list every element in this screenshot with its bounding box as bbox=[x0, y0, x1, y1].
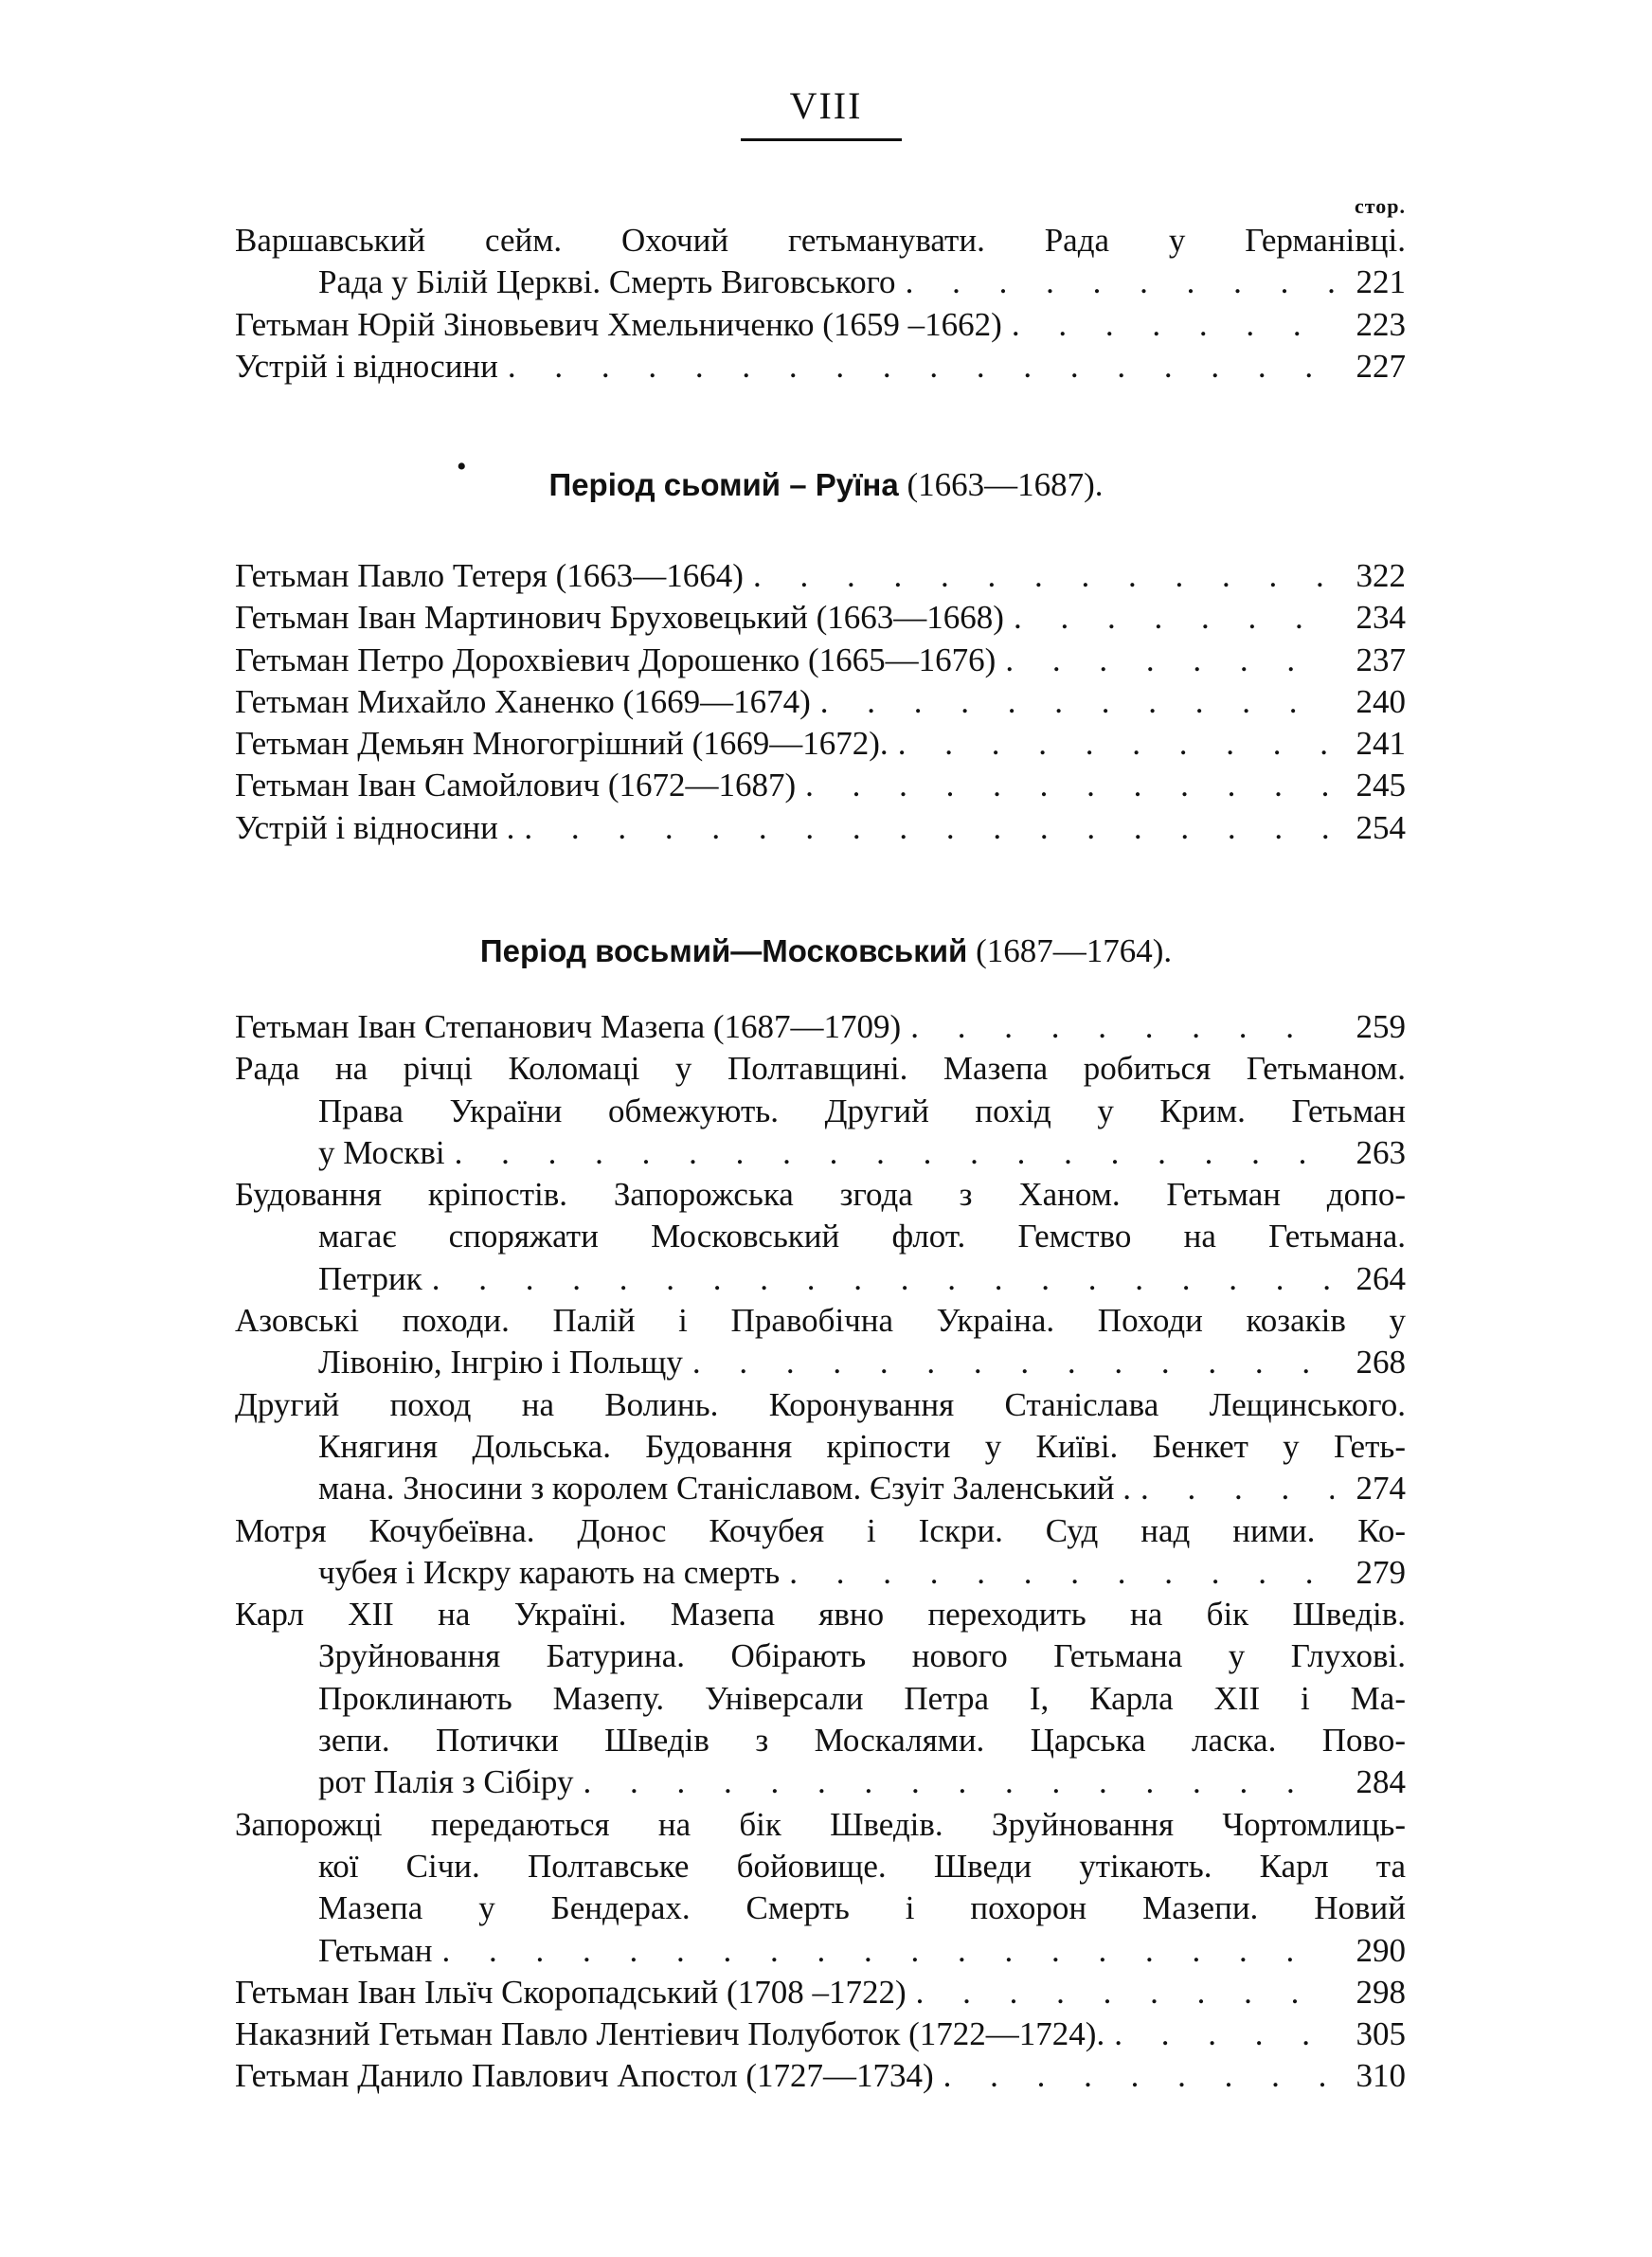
toc-page-number: 279 bbox=[1356, 1553, 1406, 1591]
toc-page-number: 290 bbox=[1356, 1931, 1406, 1969]
toc-entry-last-line bbox=[235, 597, 1406, 639]
toc-entry-title: Гетьман Іван Мартинович Бруховецький (1663—1668) bbox=[235, 599, 1004, 637]
dot-leader bbox=[889, 723, 1334, 765]
toc-entry-line: Варшавський сейм. Охочий гетьманувати. Рада у Германівці. bbox=[235, 222, 1406, 259]
toc-page-number: 234 bbox=[1356, 599, 1406, 637]
dot-leader bbox=[934, 2055, 1334, 2097]
toc-entry-line: Зруйновання Батурина. Обірають нового Гетьмана у Глухові. bbox=[318, 1637, 1406, 1675]
toc-entry-title: Устрій і відносини bbox=[235, 347, 498, 385]
toc-entry-last-line bbox=[235, 1132, 1406, 1174]
toc-entry bbox=[235, 555, 1406, 597]
toc-entry-last-line bbox=[235, 640, 1406, 681]
toc-entry-line: Запорожці передаються на бік Шведів. Зруйновання Чортомлиць- bbox=[235, 1805, 1406, 1843]
toc-entry-title: Наказний Гетьман Павло Лентіевич Полуботок (1722—1724). bbox=[235, 2015, 1105, 2053]
ink-mark: • bbox=[457, 451, 467, 482]
toc-page-number: 274 bbox=[1356, 1470, 1406, 1508]
section-heading-8-title: Період восьмий—Московський bbox=[479, 933, 968, 968]
toc-entry bbox=[235, 220, 1406, 304]
toc-entry bbox=[235, 807, 1406, 849]
toc-entry bbox=[235, 1174, 1406, 1300]
toc-entry-line: Другий поход на Волинь. Коронування Станіслава Лещинського. bbox=[235, 1385, 1406, 1423]
toc-entry bbox=[235, 1300, 1406, 1384]
toc-entry-last-line bbox=[235, 1930, 1406, 1972]
section-heading-7-years: (1663—1687). bbox=[898, 466, 1104, 503]
section-heading-8-years: (1687—1764). bbox=[967, 932, 1173, 969]
toc-entry bbox=[235, 346, 1406, 388]
dot-leader bbox=[1002, 304, 1334, 346]
toc-page-number: 305 bbox=[1356, 2015, 1406, 2053]
toc-entry-line: магає споряжати Московський флот. Гемство на Гетьмана. bbox=[318, 1218, 1406, 1255]
toc-entry-last-line bbox=[235, 681, 1406, 723]
dot-leader bbox=[907, 1972, 1334, 2013]
toc-block-3 bbox=[235, 1006, 1406, 2098]
dot-leader bbox=[901, 1006, 1334, 1048]
dot-leader bbox=[996, 640, 1334, 681]
toc-entry-line: Будовання кріпостів. Запорожська згода з Ханом. Гетьман допо- bbox=[235, 1176, 1406, 1214]
toc-entry-title: Петрик bbox=[318, 1259, 422, 1297]
toc-page-number: 240 bbox=[1356, 682, 1406, 720]
toc-entry bbox=[235, 1972, 1406, 2013]
toc-entry-last-line bbox=[235, 1468, 1406, 1509]
toc-entry-title: рот Палія з Сібіру bbox=[318, 1763, 574, 1801]
dot-leader bbox=[422, 1258, 1334, 1300]
toc-entry bbox=[235, 723, 1406, 765]
dot-leader bbox=[1104, 2013, 1334, 2055]
section-heading-8 bbox=[0, 930, 1652, 972]
toc-page-number: 254 bbox=[1356, 808, 1406, 846]
toc-page-number: 298 bbox=[1356, 1973, 1406, 2011]
toc-page-number: 259 bbox=[1356, 1008, 1406, 1045]
toc-entry-title: Гетьман Іван Степанович Мазепа (1687—1709) bbox=[235, 1008, 902, 1045]
toc-entry-last-line bbox=[235, 2055, 1406, 2097]
page-number-rule bbox=[741, 138, 902, 141]
toc-page-number: 227 bbox=[1356, 347, 1406, 385]
toc-page-number: 245 bbox=[1356, 767, 1406, 804]
toc-entry-line: Рада на річці Коломаці у Полтавщині. Мазепа робиться Гетьманом. bbox=[235, 1050, 1406, 1088]
toc-entry-last-line bbox=[235, 346, 1406, 388]
toc-entry bbox=[235, 597, 1406, 639]
dot-leader bbox=[445, 1132, 1334, 1174]
toc-entry-last-line bbox=[235, 765, 1406, 806]
dot-leader bbox=[780, 1552, 1334, 1594]
page-number: VIII bbox=[789, 84, 863, 127]
toc-entry bbox=[235, 681, 1406, 723]
dot-leader bbox=[1131, 1468, 1334, 1509]
toc-entry-title: у Москві bbox=[318, 1133, 445, 1171]
toc-entry-title: Гетьман Данило Павлович Апостол (1727—1734) bbox=[235, 2057, 934, 2095]
toc-page-number: 310 bbox=[1356, 2057, 1406, 2095]
toc-entry-last-line bbox=[235, 1552, 1406, 1594]
toc-entry bbox=[235, 2013, 1406, 2055]
toc-entry-line: Мотря Кочубеївна. Донос Кочубея і Іскри. Суд над ними. Ко- bbox=[235, 1511, 1406, 1549]
toc-entry-title: Гетьман Іван Ільїч Скоропадський (1708 –1722) bbox=[235, 1973, 907, 2011]
toc-page-number: 268 bbox=[1356, 1344, 1406, 1381]
toc-entry bbox=[235, 1594, 1406, 1803]
toc-entry-title: Рада у Білій Церкві. Смерть Виговського bbox=[318, 263, 896, 301]
toc-entry-last-line bbox=[235, 1972, 1406, 2013]
toc-entry-title: Гетьман Іван Самойлович (1672—1687) bbox=[235, 767, 797, 804]
toc-entry-title: Гетьман Демьян Многогрішний (1669—1672). bbox=[235, 725, 889, 763]
toc-entry bbox=[235, 304, 1406, 346]
toc-entry-title: Устрій і відносини . bbox=[235, 808, 515, 846]
toc-entry-last-line bbox=[235, 807, 1406, 849]
toc-page-number: 241 bbox=[1356, 725, 1406, 763]
toc-entry-last-line bbox=[235, 1761, 1406, 1803]
dot-leader bbox=[433, 1930, 1334, 1972]
toc-page-number: 223 bbox=[1356, 305, 1406, 343]
dot-leader bbox=[796, 765, 1334, 806]
toc-entry-line: Мазепа у Бендерах. Смерть і похорон Мазепи. Новий bbox=[318, 1889, 1406, 1927]
dot-leader bbox=[744, 555, 1334, 597]
dot-leader bbox=[514, 807, 1334, 849]
toc-entry-last-line bbox=[235, 1258, 1406, 1300]
toc-block-2 bbox=[235, 555, 1406, 849]
toc-entry-title: чубея і Искру карають на смерть bbox=[318, 1553, 781, 1591]
toc-entry bbox=[235, 1048, 1406, 1174]
toc-page-number: 322 bbox=[1356, 557, 1406, 594]
toc-entry-line: Карл XII на Україні. Мазепа явно переходить на бік Шведів. bbox=[235, 1596, 1406, 1634]
toc-entry bbox=[235, 765, 1406, 806]
dot-leader bbox=[683, 1342, 1334, 1383]
toc-entry-last-line bbox=[235, 304, 1406, 346]
toc-entry-line: Княгиня Дольська. Будовання кріпости у Київі. Бенкет у Геть- bbox=[318, 1427, 1406, 1465]
dot-leader bbox=[1004, 597, 1334, 639]
toc-entry bbox=[235, 1510, 1406, 1595]
toc-entry-line: кої Січи. Полтавське бойовище. Шведи утікають. Карл та bbox=[318, 1847, 1406, 1885]
dot-leader bbox=[811, 681, 1334, 723]
dot-leader bbox=[573, 1761, 1334, 1803]
toc-entry-title: Лівонію, Інгрію і Польщу bbox=[318, 1344, 683, 1381]
toc-entry-line: Азовські походи. Палій і Правобічна Украіна. Походи козаків у bbox=[235, 1302, 1406, 1340]
toc-entry-last-line bbox=[235, 555, 1406, 597]
toc-entry bbox=[235, 1804, 1406, 1972]
toc-page-number: 221 bbox=[1356, 263, 1406, 301]
toc-entry-title: Гетьман Петро Дорохвіевич Дорошенко (1665—1676) bbox=[235, 641, 997, 678]
toc-entry bbox=[235, 2055, 1406, 2097]
toc-entry-last-line bbox=[235, 2013, 1406, 2055]
toc-entry-line: Права України обмежують. Другий похід у Крим. Гетьман bbox=[318, 1092, 1406, 1129]
toc-entry bbox=[235, 640, 1406, 681]
section-heading-7-title: Період сьомий – Руїна bbox=[548, 467, 899, 502]
page-column-label: стор. bbox=[1354, 194, 1406, 218]
dot-leader bbox=[498, 346, 1334, 388]
toc-entry-last-line bbox=[235, 723, 1406, 765]
dot-leader bbox=[896, 262, 1334, 303]
toc-entry-title: Гетьман bbox=[318, 1931, 433, 1969]
toc-entry bbox=[235, 1384, 1406, 1510]
toc-page-number: 264 bbox=[1356, 1259, 1406, 1297]
toc-entry-last-line bbox=[235, 1006, 1406, 1048]
section-heading-7 bbox=[0, 464, 1652, 506]
toc-entry-title: мана. Зносини з королем Станіславом. Єзуіт Заленський . bbox=[318, 1470, 1131, 1508]
toc-entry-title: Гетьман Михайло Ханенко (1669—1674) bbox=[235, 682, 811, 720]
toc-entry bbox=[235, 1006, 1406, 1048]
toc-entry-title: Гетьман Юрій Зіновьевич Хмельниченко (1659 –1662) bbox=[235, 305, 1002, 343]
toc-page-number: 284 bbox=[1356, 1763, 1406, 1801]
toc-entry-line: зепи. Потички Шведів з Москалями. Царська ласка. Пово- bbox=[318, 1722, 1406, 1760]
toc-page-number: 237 bbox=[1356, 641, 1406, 678]
toc-entry-title: Гетьман Павло Тетеря (1663—1664) bbox=[235, 557, 744, 594]
toc-entry-last-line bbox=[235, 1342, 1406, 1383]
toc-page-number: 263 bbox=[1356, 1133, 1406, 1171]
toc-entry-line: Проклинають Мазепу. Універсали Петра І, Карла XII і Ма- bbox=[318, 1679, 1406, 1717]
toc-block-1 bbox=[235, 220, 1406, 388]
toc-entry-last-line bbox=[235, 262, 1406, 303]
